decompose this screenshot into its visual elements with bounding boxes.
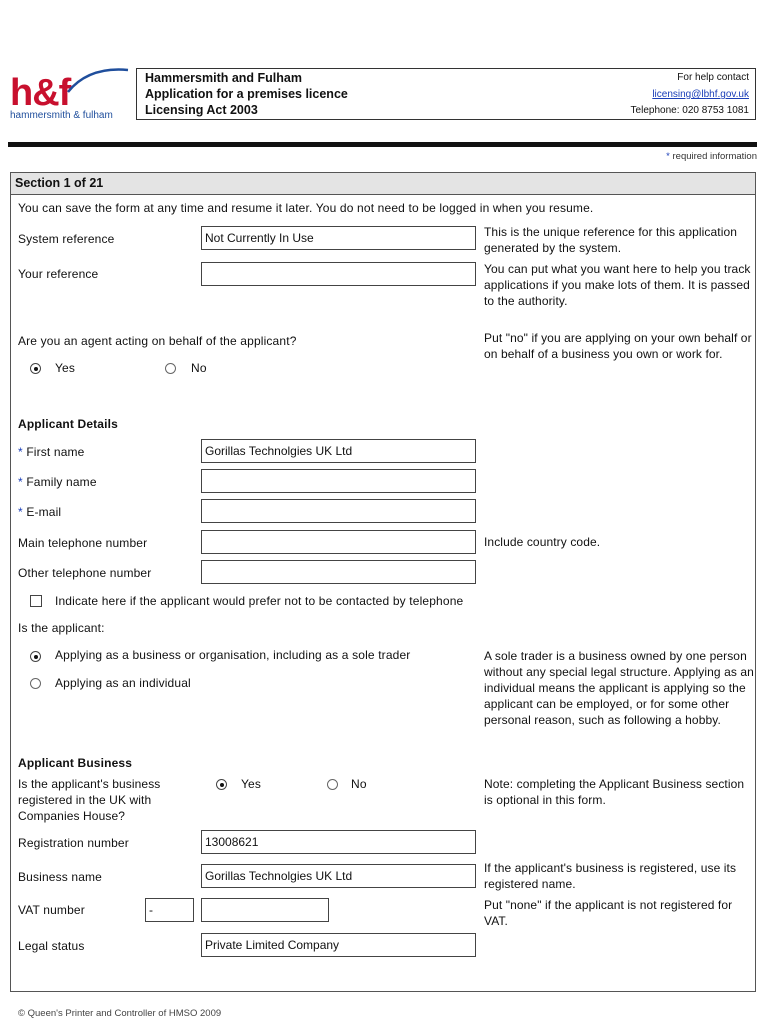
- business-registered-yes-label: Yes: [241, 777, 262, 791]
- vat-number-note: Put "none" if the applicant is not registered for VAT.: [484, 898, 733, 928]
- vat-number-label: VAT number: [18, 903, 85, 917]
- email-field[interactable]: [201, 499, 476, 523]
- required-star: *: [666, 151, 670, 162]
- email-label: [18, 505, 61, 519]
- first-name-required-star: *: [18, 445, 23, 459]
- main-phone-note: Include country code.: [484, 535, 601, 549]
- section-title: Section 1 of 21: [11, 173, 755, 195]
- system-reference-note: This is the unique reference for this application generated by the system.: [484, 225, 738, 255]
- applicant-type-question: Is the applicant:: [18, 621, 105, 635]
- legal-status-label: Legal status: [18, 939, 85, 953]
- main-phone-label: Main telephone number: [18, 536, 148, 550]
- business-name-label: Business name: [18, 870, 102, 884]
- agent-yes-label: Yes: [55, 361, 76, 375]
- applicant-details-heading: Applicant Details: [18, 417, 118, 431]
- agent-no-radio[interactable]: [165, 363, 176, 374]
- form-header: [136, 68, 756, 120]
- applicant-type-individual-label: Applying as an individual: [55, 676, 191, 690]
- council-logo: [8, 66, 130, 124]
- copyright-footer: © Queen's Printer and Controller of HMSO 2009: [18, 1008, 222, 1019]
- vat-number-field[interactable]: [201, 898, 329, 922]
- business-registered-no-label: No: [351, 777, 367, 791]
- applicant-business-heading: Applicant Business: [18, 756, 133, 770]
- business-registered-no-radio[interactable]: [327, 779, 338, 790]
- business-registered-note: Note: completing the Applicant Business section is optional in this form.: [484, 777, 745, 807]
- registration-number-label: Registration number: [18, 836, 129, 850]
- business-registered-yes-radio[interactable]: [216, 779, 227, 790]
- your-reference-note: You can put what you want here to help you track applications if you make lots of them. It is passed to the authority.: [484, 262, 751, 308]
- no-phone-contact-checkbox[interactable]: [30, 595, 42, 607]
- section-intro: You can save the form at any time and resume it later. You do not need to be logged in when you resume.: [18, 201, 594, 215]
- applicant-type-business-radio[interactable]: [30, 651, 41, 662]
- logo-swoosh-icon: [66, 66, 130, 96]
- business-name-note: If the applicant's business is registered, use its registered name.: [484, 861, 737, 891]
- header-title-line-1: Hammersmith and Fulham: [145, 71, 302, 85]
- first-name-field[interactable]: Gorillas Technolgies UK Ltd: [201, 439, 476, 463]
- agent-note: Put "no" if you are applying on your own behalf or on behalf of a business you own or work for.: [484, 331, 752, 361]
- system-reference-field[interactable]: Not Currently In Use: [201, 226, 476, 250]
- no-phone-contact-label: Indicate here if the applicant would prefer not to be contacted by telephone: [55, 594, 464, 608]
- other-phone-label: Other telephone number: [18, 566, 152, 580]
- applicant-type-business-label: Applying as a business or organisation, including as a sole trader: [55, 648, 411, 662]
- help-phone: Telephone: 020 8753 1081: [630, 105, 749, 116]
- help-label: For help contact: [677, 72, 749, 83]
- email-required-star: *: [18, 505, 23, 519]
- family-name-label: [18, 475, 97, 489]
- header-title-line-2: Application for a premises licence: [145, 87, 348, 101]
- legal-status-field[interactable]: Private Limited Company: [201, 933, 476, 957]
- header-divider: [8, 142, 757, 147]
- logo-subtitle: hammersmith & fulham: [10, 110, 113, 121]
- applicant-type-note: A sole trader is a business owned by one person without any special legal structure. Applying as an individual means the applicant is applying so the applicant can be employed, or for some other personal reason, such as following a hobby.: [484, 649, 754, 727]
- family-name-required-star: *: [18, 475, 23, 489]
- agent-no-label: No: [191, 361, 207, 375]
- email-label-text: E-mail: [26, 505, 62, 519]
- your-reference-label: Your reference: [18, 267, 99, 281]
- help-email-link[interactable]: licensing@lbhf.gov.uk: [652, 89, 749, 100]
- first-name-label: [18, 445, 85, 459]
- your-reference-field[interactable]: [201, 262, 476, 286]
- agent-question: Are you an agent acting on behalf of the applicant?: [18, 334, 297, 348]
- business-registered-question: Is the applicant's business registered in the UK with Companies House?: [18, 777, 161, 823]
- agent-yes-radio[interactable]: [30, 363, 41, 374]
- main-phone-field[interactable]: [201, 530, 476, 554]
- applicant-type-individual-radio[interactable]: [30, 678, 41, 689]
- family-name-label-text: Family name: [26, 475, 97, 489]
- required-note: [666, 151, 757, 162]
- first-name-label-text: First name: [26, 445, 85, 459]
- logo-wordmark: h&f: [10, 72, 71, 114]
- other-phone-field[interactable]: [201, 560, 476, 584]
- header-title-line-3: Licensing Act 2003: [145, 103, 258, 117]
- family-name-field[interactable]: [201, 469, 476, 493]
- vat-prefix-field[interactable]: -: [145, 898, 194, 922]
- system-reference-label: System reference: [18, 232, 115, 246]
- required-note-text: required information: [672, 151, 757, 162]
- business-name-field[interactable]: Gorillas Technolgies UK Ltd: [201, 864, 476, 888]
- registration-number-field[interactable]: 13008621: [201, 830, 476, 854]
